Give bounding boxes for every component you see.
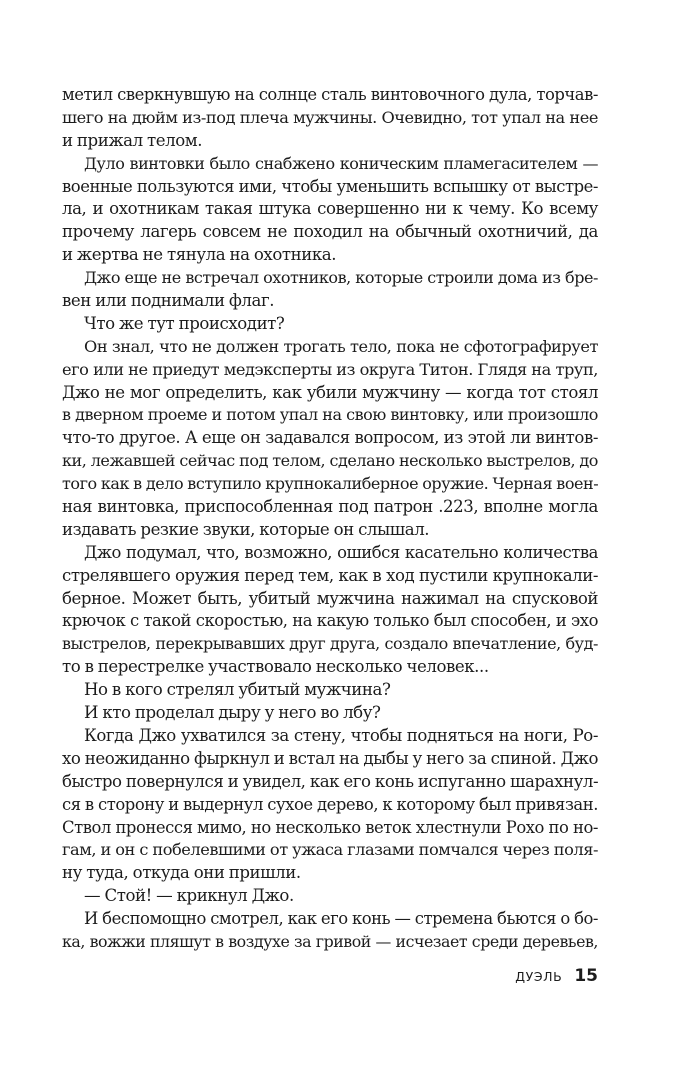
page-number: 15 (574, 966, 598, 986)
text-line: берное. Может быть, убитый мужчина нажимал на спусковой (62, 588, 598, 608)
body-text (62, 84, 598, 954)
running-head: ДУЭЛЬ (515, 969, 563, 984)
text-line: ла, и охотникам такая штука совершенно ни к чему. Ко всему (62, 199, 598, 219)
text-line: хо неожиданно фыркнул и встал на дыбы у него за спиной. Джо (62, 748, 598, 768)
text-line: Джо еще не встречал охотников, которые строили дома из бре- (84, 268, 598, 288)
text-line: Дуло винтовки было снабжено коническим пламегасителем — (84, 153, 598, 173)
text-line: И кто проделал дыру у него во лбу? (84, 703, 381, 723)
text-line: Он знал, что не должен трогать тело, пока не сфотографирует (84, 336, 598, 356)
text-line: того как в дело вступило крупнокалиберное оружие. Черная воен- (62, 474, 599, 494)
text-line: И беспомощно смотрел, как его конь — стремена бьются о бо- (84, 909, 598, 929)
text-line: ка, вожжи пляшут в воздухе за гривой — исчезает среди деревьев, (62, 931, 598, 951)
text-line: ну туда, откуда они пришли. (62, 863, 301, 883)
text-line: Ствол пронесся мимо, но несколько веток хлестнули Рохо по но- (62, 817, 598, 837)
text-line: Джо подумал, что, возможно, ошибся касательно количества (84, 542, 598, 562)
text-line: ся в сторону и выдернул сухое дерево, к которому был привязан. (62, 794, 598, 814)
text-line: шего на дюйм из-под плеча мужчины. Очевидно, тот упал на нее (62, 107, 598, 127)
text-line: в дверном проеме и потом упал на свою винтовку, или произошло (62, 405, 598, 425)
text-line: военные пользуются ими, чтобы уменьшить вспышку от выстре- (62, 176, 598, 196)
text-line: его или не приедут медэксперты из округа Титон. Глядя на труп, (62, 359, 598, 379)
text-line: крючок с такой скоростью, на какую только был способен, и эхо (62, 611, 598, 631)
text-line: — Стой! — крикнул Джо. (84, 886, 294, 906)
text-line: Когда Джо ухватился за стену, чтобы подняться на ноги, Ро- (84, 725, 598, 745)
text-line: ки, лежавшей сейчас под телом, сделано несколько выстрелов, до (62, 451, 598, 471)
text-line: и прижал телом. (62, 130, 203, 150)
text-line: метил сверкнувшую на солнце сталь винтовочного дула, торчав- (62, 85, 598, 104)
text-line: вен или поднимали флаг. (62, 291, 275, 311)
text-line: гам, и он с побелевшими от ужаса глазами помчался через поля- (62, 840, 598, 860)
text-line: Джо не мог определить, как убили мужчину — когда тот стоял (62, 382, 598, 402)
text-line: то в перестрелке участвовало несколько человек... (62, 657, 489, 677)
text-line: стрелявшего оружия перед тем, как в ход пустили крупнокали- (62, 565, 598, 585)
text-line: быстро повернулся и увидел, как его конь испуганно шарахнул- (62, 771, 599, 791)
text-line: Но в кого стрелял убитый мужчина? (84, 680, 391, 700)
text-line: издавать резкие звуки, которые он слышал. (62, 519, 430, 539)
text-line: что-то другое. А еще он задавался вопросом, из этой ли винтов- (62, 428, 598, 448)
text-line: прочему лагерь совсем не походил на обычный охотничий, да (62, 222, 598, 242)
text-line: ная винтовка, приспособленная под патрон .223, вполне могла (62, 497, 598, 517)
page-footer (515, 966, 598, 986)
text-line: выстрелов, перекрывавших друг друга, создало впечатление, буд- (62, 634, 598, 654)
text-line: Что же тут происходит? (84, 313, 285, 333)
text-line: и жертва не тянула на охотника. (62, 245, 337, 265)
